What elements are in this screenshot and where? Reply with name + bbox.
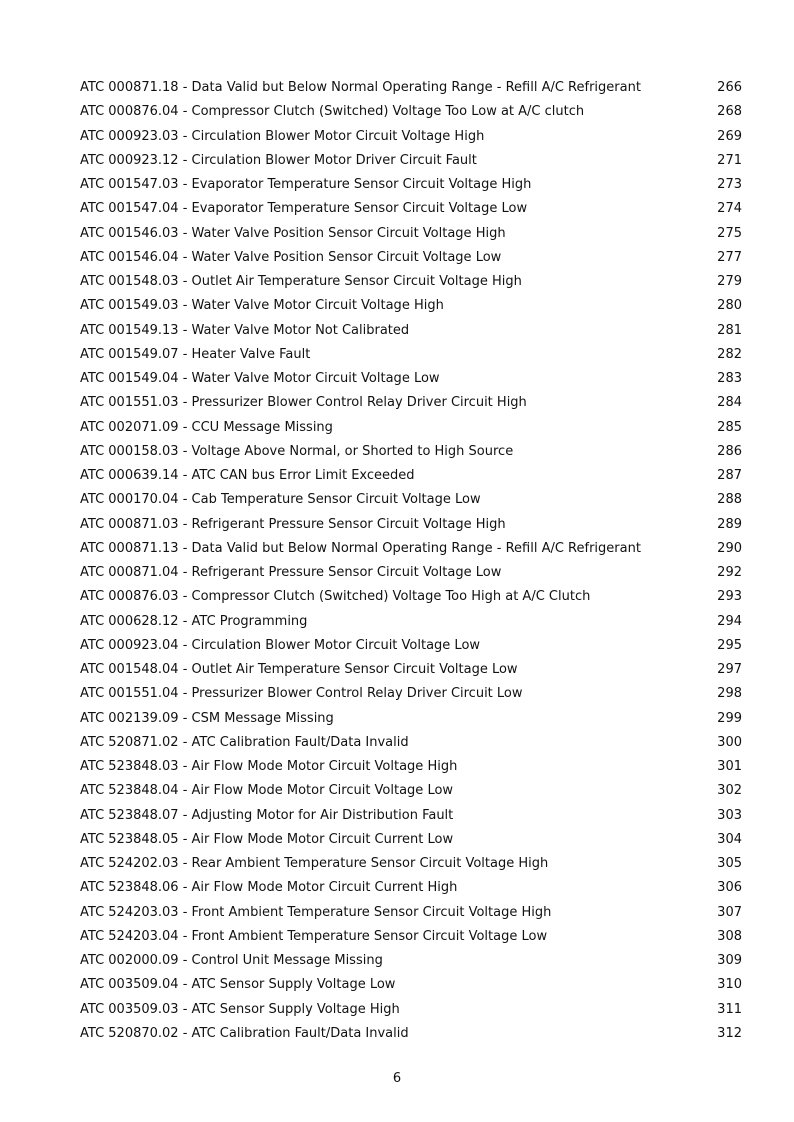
page-number: 6 (392, 1071, 402, 1086)
toc-entry[interactable] (80, 731, 742, 755)
toc-entry-page: 311 (717, 1001, 742, 1017)
toc-entry-page: 279 (717, 274, 742, 289)
toc-entry-page: 297 (717, 662, 742, 677)
toc-entry[interactable] (80, 416, 742, 440)
toc-entry-title: ATC 002139.09 - CSM Message Missing (80, 710, 334, 726)
toc-entry[interactable] (80, 149, 742, 173)
toc-entry-page: 283 (717, 371, 742, 386)
toc-entry[interactable] (80, 391, 742, 415)
toc-entry-page: 284 (717, 395, 742, 411)
toc-entry-title: ATC 524203.03 - Front Ambient Temperature Sensor Circuit Voltage High (80, 904, 552, 920)
toc-entry-page: 271 (717, 152, 742, 168)
toc-entry-page: 312 (717, 1025, 742, 1041)
toc-entry-page: 301 (717, 759, 742, 774)
toc-entry[interactable] (80, 828, 742, 852)
toc-entry[interactable] (80, 319, 742, 343)
toc-entry-page: 280 (717, 298, 742, 314)
toc-entry-page: 294 (717, 613, 742, 629)
toc-entry[interactable] (80, 76, 742, 100)
toc-entry[interactable] (80, 755, 742, 779)
toc-entry[interactable] (80, 464, 742, 488)
toc-entry-page: 298 (717, 686, 742, 702)
toc-entry[interactable] (80, 901, 742, 925)
toc-entry-page: 304 (717, 831, 742, 847)
toc-entry-page: 277 (717, 249, 742, 265)
toc-entry[interactable] (80, 925, 742, 949)
toc-entry-page: 269 (717, 128, 742, 144)
toc-entry[interactable] (80, 634, 742, 658)
toc-entry-title: ATC 003509.03 - ATC Sensor Supply Voltage High (80, 1001, 400, 1017)
toc-entry[interactable] (80, 294, 742, 318)
toc-entry-title: ATC 000871.04 - Refrigerant Pressure Sensor Circuit Voltage Low (80, 565, 502, 580)
toc-entry[interactable] (80, 561, 742, 585)
toc-entry[interactable] (80, 658, 742, 682)
toc-entry-page: 282 (717, 346, 742, 362)
toc-entry-page: 266 (717, 80, 742, 95)
toc-entry-page: 305 (717, 856, 742, 871)
toc-entry-title: ATC 000158.03 - Voltage Above Normal, or Shorted to High Source (80, 443, 514, 459)
toc-entry-title: ATC 000923.04 - Circulation Blower Motor Circuit Voltage Low (80, 637, 481, 653)
toc-entry[interactable] (80, 246, 742, 270)
toc-entry-title: ATC 001551.04 - Pressurizer Blower Control Relay Driver Circuit Low (80, 686, 523, 702)
toc-entry-title: ATC 000876.04 - Compressor Clutch (Switched) Voltage Too Low at A/C clutch (80, 104, 585, 120)
toc-entry[interactable] (80, 610, 742, 634)
toc-entry-title: ATC 001547.03 - Evaporator Temperature Sensor Circuit Voltage High (80, 177, 532, 192)
toc-entry-title: ATC 524202.03 - Rear Ambient Temperature Sensor Circuit Voltage High (80, 856, 549, 871)
toc-entry[interactable] (80, 343, 742, 367)
toc-entry-page: 307 (717, 904, 742, 920)
toc-entry-title: ATC 001549.07 - Heater Valve Fault (80, 346, 311, 362)
toc-entry-page: 268 (717, 104, 742, 120)
table-of-contents (80, 76, 742, 1046)
toc-entry[interactable] (80, 779, 742, 803)
toc-entry-title: ATC 524203.04 - Front Ambient Temperature Sensor Circuit Voltage Low (80, 928, 548, 944)
toc-entry[interactable] (80, 973, 742, 997)
toc-entry-title: ATC 003509.04 - ATC Sensor Supply Voltage Low (80, 977, 396, 993)
toc-entry-title: ATC 000170.04 - Cab Temperature Sensor Circuit Voltage Low (80, 492, 481, 508)
toc-entry-title: ATC 523848.05 - Air Flow Mode Motor Circuit Current Low (80, 831, 454, 847)
toc-entry-page: 290 (717, 540, 742, 556)
toc-entry[interactable] (80, 100, 742, 124)
toc-entry[interactable] (80, 197, 742, 221)
toc-entry-page: 310 (717, 977, 742, 993)
toc-entry-page: 300 (717, 734, 742, 750)
toc-entry-title: ATC 000923.03 - Circulation Blower Motor Circuit Voltage High (80, 128, 485, 144)
toc-entry[interactable] (80, 513, 742, 537)
toc-entry-page: 289 (717, 516, 742, 532)
toc-entry-page: 281 (717, 322, 742, 338)
toc-entry-title: ATC 001546.04 - Water Valve Position Sensor Circuit Voltage Low (80, 249, 502, 265)
toc-entry[interactable] (80, 852, 742, 876)
toc-entry-title: ATC 002000.09 - Control Unit Message Missing (80, 953, 383, 968)
toc-entry-page: 273 (717, 177, 742, 192)
toc-entry-title: ATC 523848.04 - Air Flow Mode Motor Circuit Voltage Low (80, 783, 454, 799)
toc-entry-page: 292 (717, 565, 742, 580)
toc-entry-title: ATC 000871.18 - Data Valid but Below Normal Operating Range - Refill A/C Refrigerant (80, 80, 641, 95)
toc-entry[interactable] (80, 488, 742, 512)
toc-entry-title: ATC 000871.03 - Refrigerant Pressure Sensor Circuit Voltage High (80, 516, 506, 532)
toc-entry-page: 287 (717, 468, 742, 483)
toc-entry-page: 309 (717, 953, 742, 968)
toc-entry-page: 275 (717, 225, 742, 241)
toc-entry-page: 306 (717, 880, 742, 896)
toc-entry-title: ATC 523848.03 - Air Flow Mode Motor Circuit Voltage High (80, 759, 458, 774)
toc-entry[interactable] (80, 998, 742, 1022)
toc-entry[interactable] (80, 367, 742, 391)
toc-entry-page: 295 (717, 637, 742, 653)
toc-entry-page: 302 (717, 783, 742, 799)
toc-entry[interactable] (80, 125, 742, 149)
toc-entry[interactable] (80, 1022, 742, 1046)
toc-entry-page: 303 (717, 807, 742, 823)
toc-entry-title: ATC 001549.04 - Water Valve Motor Circuit Voltage Low (80, 371, 440, 386)
toc-entry[interactable] (80, 537, 742, 561)
toc-entry-title: ATC 520871.02 - ATC Calibration Fault/Data Invalid (80, 734, 409, 750)
toc-entry-page: 286 (717, 443, 742, 459)
toc-entry-page: 308 (717, 928, 742, 944)
toc-entry-title: ATC 001548.04 - Outlet Air Temperature Sensor Circuit Voltage Low (80, 662, 518, 677)
toc-entry-page: 274 (717, 201, 742, 217)
toc-entry-title: ATC 001551.03 - Pressurizer Blower Control Relay Driver Circuit High (80, 395, 527, 411)
toc-entry-title: ATC 520870.02 - ATC Calibration Fault/Data Invalid (80, 1025, 409, 1041)
toc-entry-title: ATC 523848.07 - Adjusting Motor for Air Distribution Fault (80, 807, 454, 823)
toc-entry[interactable] (80, 585, 742, 609)
toc-entry-title: ATC 000639.14 - ATC CAN bus Error Limit Exceeded (80, 468, 415, 483)
toc-entry-title: ATC 001549.03 - Water Valve Motor Circuit Voltage High (80, 298, 444, 314)
toc-entry[interactable] (80, 222, 742, 246)
toc-entry-title: ATC 002071.09 - CCU Message Missing (80, 419, 333, 435)
toc-entry-title: ATC 001548.03 - Outlet Air Temperature Sensor Circuit Voltage High (80, 274, 522, 289)
toc-entry[interactable] (80, 270, 742, 294)
toc-entry[interactable] (80, 949, 742, 973)
toc-entry[interactable] (80, 682, 742, 706)
toc-entry-page: 285 (717, 419, 742, 435)
toc-entry-page: 288 (717, 492, 742, 508)
toc-entry-page: 299 (717, 710, 742, 726)
toc-entry-page: 293 (717, 589, 742, 605)
toc-entry-title: ATC 001549.13 - Water Valve Motor Not Calibrated (80, 322, 410, 338)
toc-entry-title: ATC 000876.03 - Compressor Clutch (Switched) Voltage Too High at A/C Clutch (80, 589, 591, 605)
toc-entry[interactable] (80, 440, 742, 464)
toc-entry-title: ATC 000923.12 - Circulation Blower Motor Driver Circuit Fault (80, 152, 477, 168)
toc-entry-title: ATC 000628.12 - ATC Programming (80, 613, 308, 629)
toc-entry-title: ATC 523848.06 - Air Flow Mode Motor Circuit Current High (80, 880, 458, 896)
toc-entry[interactable] (80, 876, 742, 900)
toc-entry-title: ATC 000871.13 - Data Valid but Below Normal Operating Range - Refill A/C Refrigerant (80, 540, 641, 556)
toc-entry-title: ATC 001547.04 - Evaporator Temperature Sensor Circuit Voltage Low (80, 201, 528, 217)
toc-entry[interactable] (80, 173, 742, 197)
toc-entry-title: ATC 001546.03 - Water Valve Position Sensor Circuit Voltage High (80, 225, 506, 241)
toc-entry[interactable] (80, 804, 742, 828)
toc-entry[interactable] (80, 707, 742, 731)
